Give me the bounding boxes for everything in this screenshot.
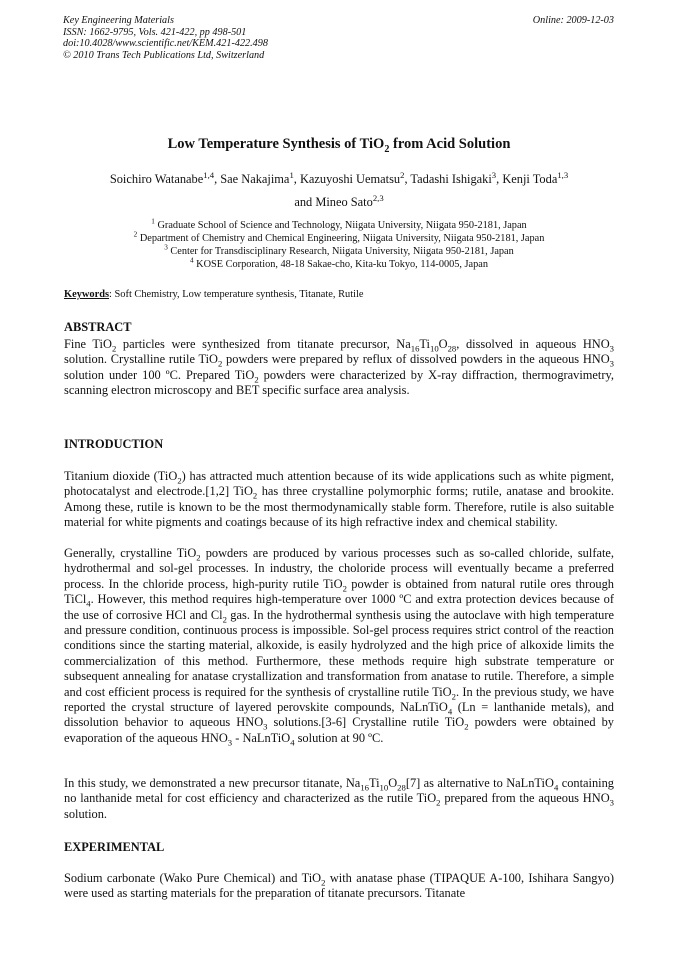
keywords-line (64, 289, 614, 300)
copyright-line: © 2010 Trans Tech Publications Ltd, Switzerland (63, 49, 265, 61)
subscript: 28 (447, 343, 457, 354)
affiliation-list (64, 219, 614, 271)
subscript: 2 (218, 358, 223, 369)
introduction-heading: INTRODUCTION (64, 437, 164, 451)
intro-paragraph-1: Titanium dioxide (TiO$_2$) has attracted much attention because of its wide applications such as white pigment, photocatalyst and electrode.[1,2] TiO$_2$ has three crystalline polymorphic forms; rutile, anatase and brookite. Among these, rutile is known to be the most thermodynamically stable form. Therefore, rutile is also suitable material for white pigments and coatings because of its high refractive index and chemical stability. (64, 469, 614, 530)
subscript: 2 (342, 583, 347, 594)
abstract-paragraph: Fine TiO$_2$ particles were synthesized from titanate precursor, $Na_{16}Ti_{10}O_{28}$, dissolved in aqueous $HNO_3$ solution. Crystalline rutile TiO$_2$ powders were prepared by reflux of dissolved powders in the aqueous $HNO_3$ solution under 100 ºC. Prepared TiO$_2$ powders were characterized by X-ray diffraction, thermogravimetry, scanning electron microscopy and BET specific surface area analysis. (64, 337, 614, 398)
subscript: 2 (177, 475, 182, 486)
subscript: 3 (609, 343, 614, 354)
journal-name: Key Engineering Materials (63, 15, 174, 26)
subscript: 2 (196, 552, 201, 563)
subscript: 4 (290, 737, 295, 748)
affiliation: $^2$ Department of Chemistry and Chemical Engineering, Niigata University, Niigata 950-2181, Japan (133, 230, 545, 244)
keywords-text: : Soft Chemistry, Low temperature synthesis, Titanate, Rutile (109, 289, 364, 300)
paper-title: Low Temperature Synthesis of TiO$_2$ from Acid Solution (167, 136, 511, 155)
subscript: 2 (111, 343, 117, 354)
experimental-heading: EXPERIMENTAL (64, 840, 165, 854)
subscript: 2 (321, 877, 326, 888)
subscript: 2 (254, 374, 259, 385)
subscript: 4 (447, 706, 453, 717)
doi-line: doi:10.4028/www.scientific.net/KEM.421-422.498 (63, 38, 268, 50)
author-name: Mineo Sato (315, 195, 373, 209)
affiliation: $^1$ Graduate School of Science and Technology, Niigata University, Niigata 950-2181, Japan (151, 217, 527, 231)
subscript: 2 (464, 721, 469, 732)
author-name: Sae Nakajima (220, 172, 290, 186)
subscript: 16 (360, 782, 369, 793)
issn-line: ISSN: 1662-9795, Vols. 421-422, pp 498-501 (63, 26, 247, 38)
subscript: 2 (451, 691, 456, 702)
subscript: 2 (252, 490, 258, 501)
subscript: 3 (609, 797, 614, 808)
affiliation: $^4$ KOSE Corporation, 48-18 Sakae-cho, Kita-ku Tokyo, 114-0005, Japan (189, 256, 488, 270)
author-name: Kenji Toda (502, 172, 558, 186)
experimental-paragraph: Sodium carbonate (Wako Pure Chemical) and TiO$_2$ with anatase phase (TIPAQUE A-100, Ishihara Sangyo) were used as starting materials for the preparation of titanate precursors. Titanate (64, 871, 614, 901)
subscript: 3 (609, 358, 614, 369)
affiliation: $^3$ Center for Transdisciplinary Research, Niigata University, Niigata 950-2181, Japan (164, 243, 514, 257)
subscript: 4 (553, 782, 559, 793)
intro-paragraph-2: Generally, crystalline TiO$_2$ powders are produced by various processes such as so-called chloride, sulfate, hydrothermal and sol-gel processes. In industry, the choloride process will eventually became a preferred process. In the chloride process, high-purity rutile TiO$_2$ powder is obtained from natural rutile ores through TiCl$_4$. However, this method requires high-temperature over 1000 ºC and extra protection devices because of the use of corrosive HCl and $Cl_2$ gas. In the hydrothermal synthesis using the autoclave with high temperature and pressure condition, continuous process is impossible. Sol-gel process requires strict control of the reaction conditions since the starting material, alkoxide, is easily hydrolyzed and the high price of alkoxide limits the commercialization of this method. Furthermore, these methods require high substrate temperature or subsequent annealing for anatase crystallization and transformation from anatase to rutile. Therefore, a simple and cost efficient process is required for the synthesis of crystalline rutile TiO$_2$. In the previous study, we have reported the crystal structure of layered perovskite compounds, NaLnTiO$_4$ (Ln = lanthanide metals), and dissolution behavior to aqueous $HNO_3$ solutions.[3-6] Crystalline rutile TiO$_2$ powders were obtained by evaporation of the aqueous $HNO_3$ - NaLnTiO$_4$ solution at 90 ºC. (64, 546, 614, 748)
subscript: 4 (86, 598, 91, 609)
subscript: 2 (222, 614, 227, 625)
keywords-label: Keywords (64, 289, 110, 300)
intro-paragraph-3: In this study, we demonstrated a new precursor titanate, $Na_{16}Ti_{10}O_{28}[7]$ as alternative to NaLnTiO$_4$ containing no lanthanide metal for cost efficiency and characterized as the rutile TiO$_2$ prepared from the aqueous $HNO_3$ solution. (64, 776, 614, 821)
abstract-heading: ABSTRACT (64, 320, 132, 334)
online-date: Online: 2009-12-03 (532, 15, 614, 26)
subscript: 28 (397, 782, 406, 793)
author-name: Kazuyoshi Uematsu (299, 172, 401, 186)
journal-header (63, 15, 268, 61)
subscript: 16 (410, 343, 420, 354)
author-name: Soichiro Watanabe (109, 172, 204, 186)
author-line-1: Soichiro Watanabe$^{1,4}$, Sae Nakajima$^1$, Kazuyoshi Uematsu$^2$, Tadashi Ishigaki$^3$, Kenji Toda$^{1,3}$ (109, 169, 569, 186)
author-name: Tadashi Ishigaki (410, 172, 492, 186)
subscript: 10 (429, 343, 439, 354)
subscript: 10 (379, 782, 389, 793)
subscript: 3 (227, 737, 233, 748)
subscript: 3 (263, 721, 268, 732)
author-line-2: and Mineo Sato$^{2,3}$ (294, 192, 384, 209)
author-list (64, 168, 614, 214)
subscript: 2 (436, 797, 441, 808)
